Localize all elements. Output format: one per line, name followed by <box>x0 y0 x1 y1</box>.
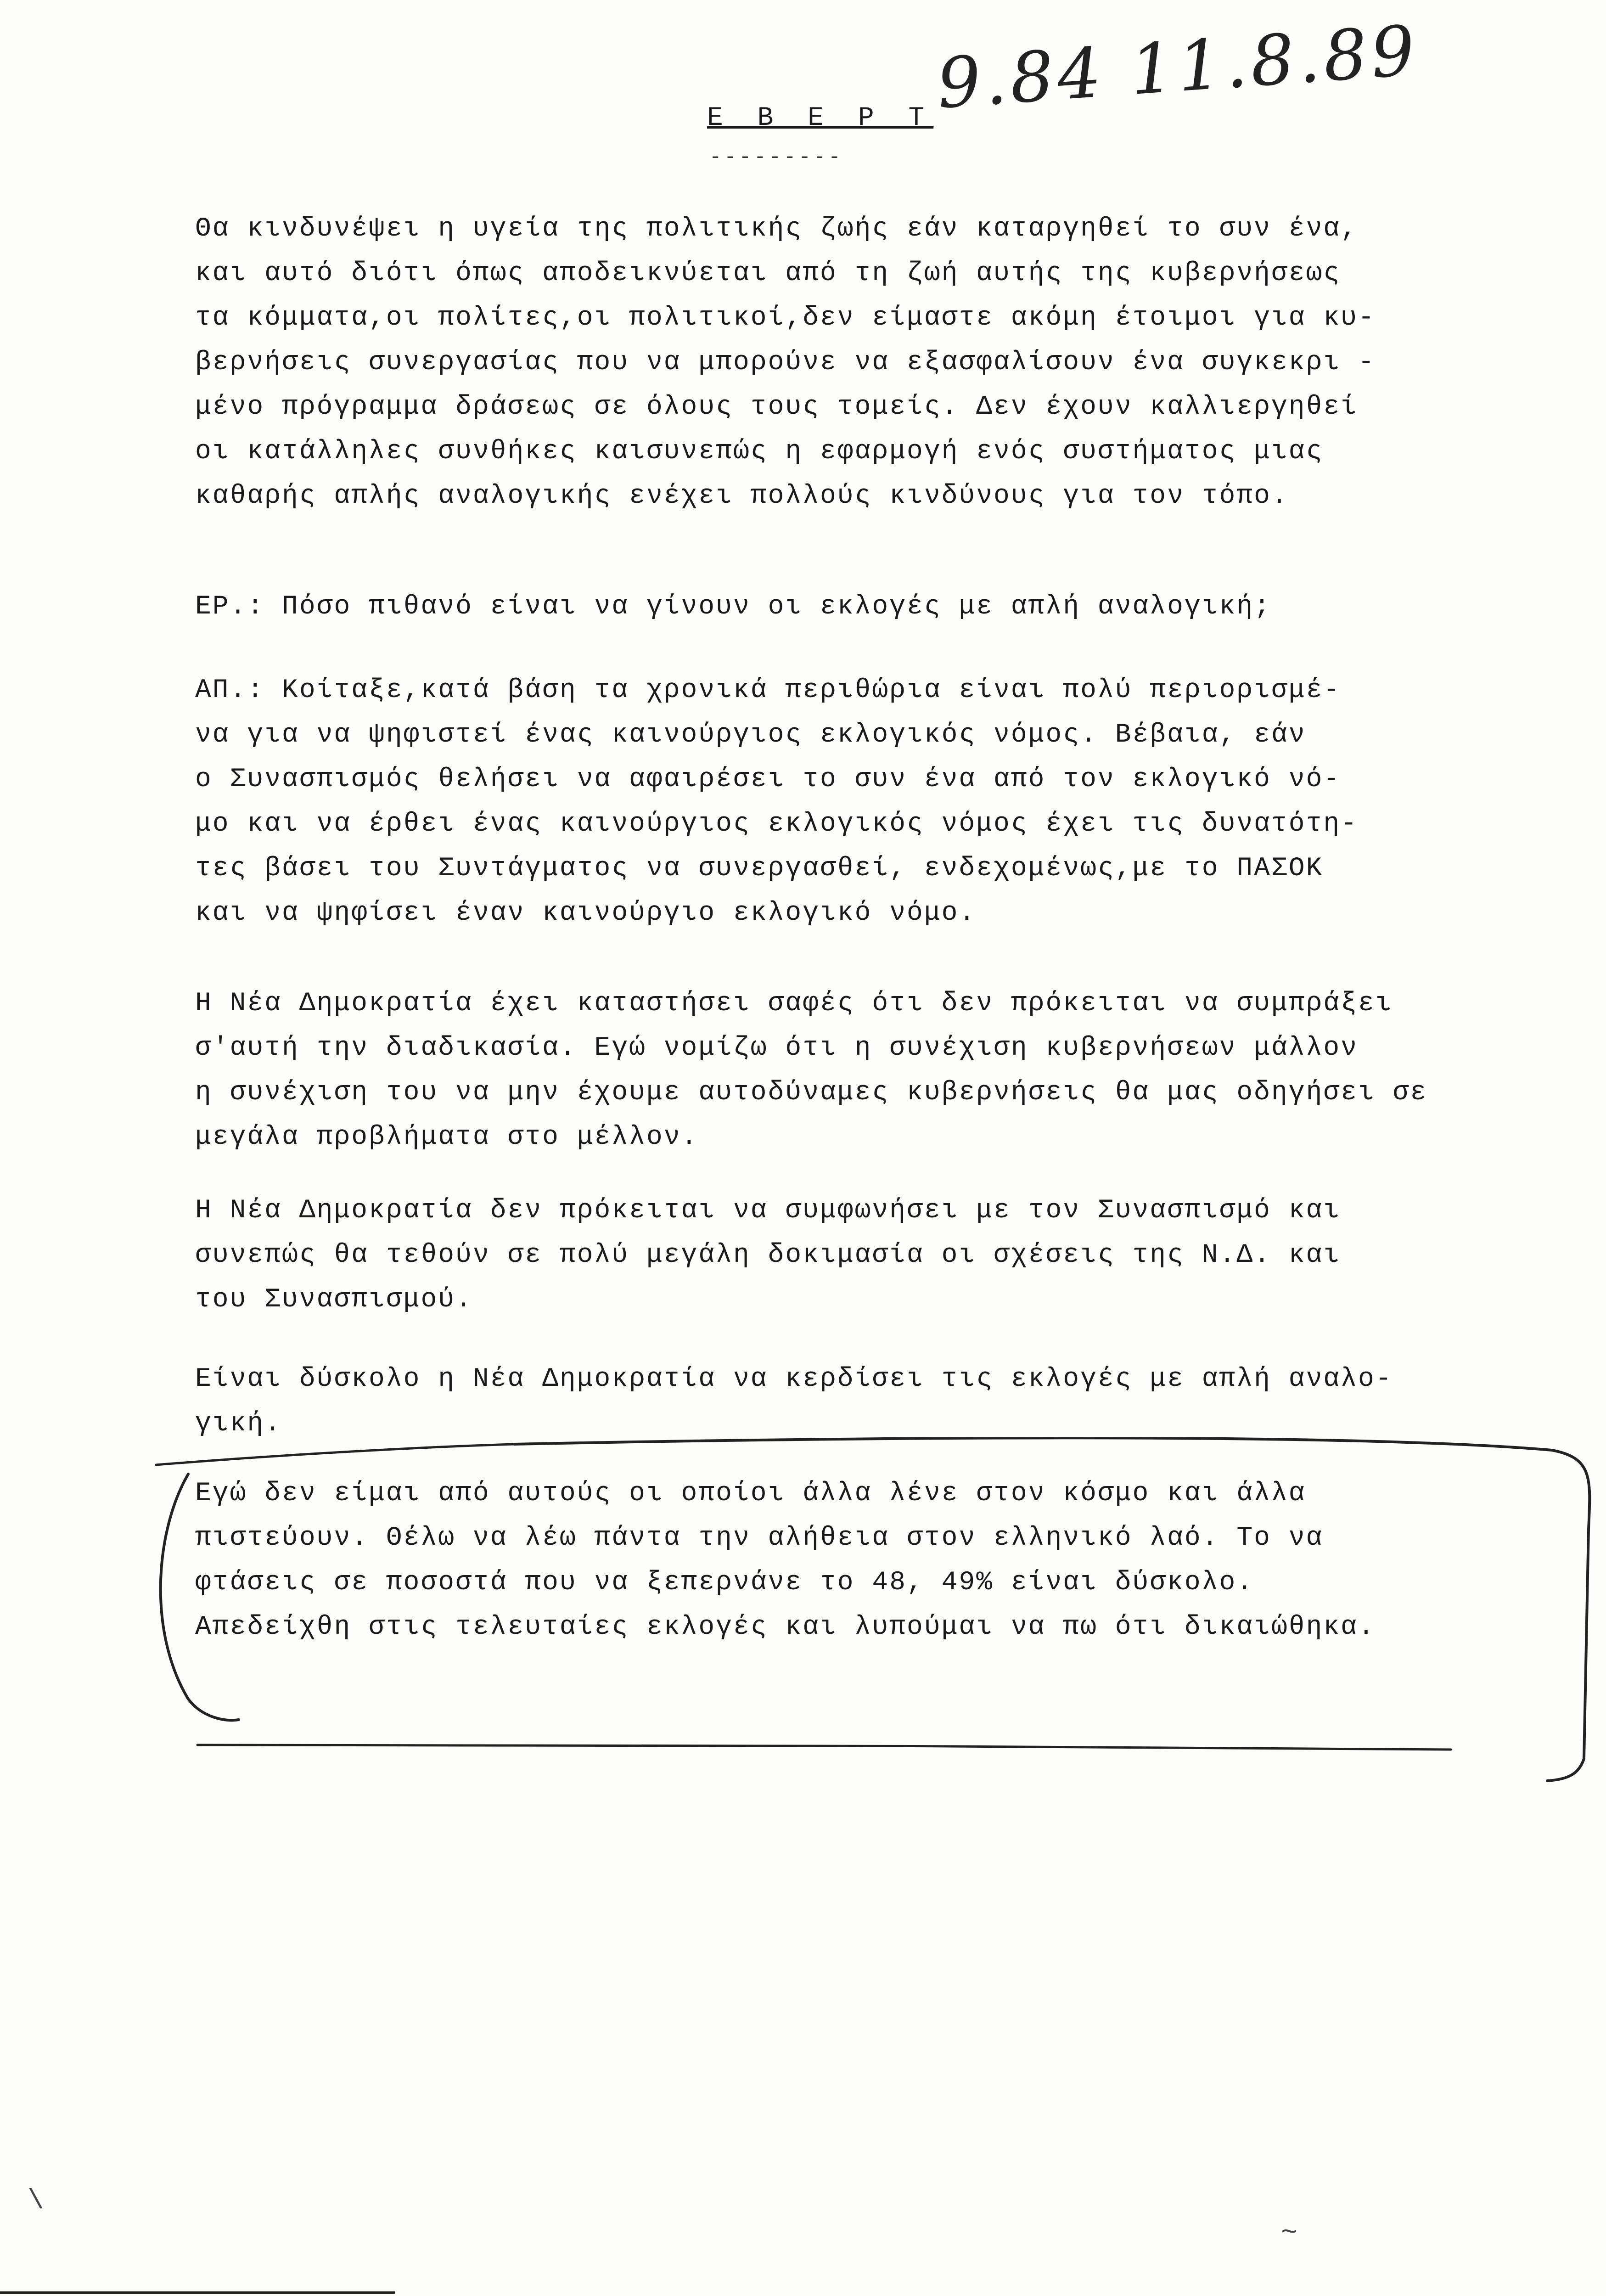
title-underline: --------- <box>709 146 843 169</box>
scan-mark: \ <box>28 2186 45 2217</box>
text-line: σ'αυτή την διαδικασία. Εγώ νομίζω ότι η συνέχιση κυβερνήσεων μάλλον <box>195 1033 1358 1063</box>
text-line: η συνέχιση του να μην έχουμε αυτοδύναμες κυβερνήσεις θα μας οδηγήσει σε <box>195 1078 1428 1108</box>
paragraph-1 <box>195 207 1563 518</box>
text-line: μένο πρόγραμμα δράσεως σε όλους τους τομείς. Δεν έχουν καλλιεργηθεί <box>195 392 1358 422</box>
text-line: Απεδείχθη στις τελευταίες εκλογές και λυπούμαι να πω ότι δικαιώθηκα. <box>195 1612 1376 1642</box>
text-line: Εγώ δεν είμαι από αυτούς οι οποίοι άλλα λένε στον κόσμο και άλλα <box>195 1479 1306 1508</box>
text-line: συνεπώς θα τεθούν σε πολύ μεγάλη δοκιμασία οι σχέσεις της Ν.Δ. και <box>195 1240 1341 1270</box>
text-line: μεγάλα προβλήματα στο μέλλον. <box>195 1122 699 1152</box>
handwritten-date: 9.84 11.8.89 <box>934 11 1421 124</box>
paragraph-5 <box>195 1188 1563 1322</box>
text-line: ο Συνασπισμός θελήσει να αφαιρέσει το συν ένα από τον εκλογικό νό- <box>195 765 1341 794</box>
text-line: και αυτό διότι όπως αποδεικνύεται από τη ζωή αυτής της κυβερνήσεως <box>195 259 1341 288</box>
text-line: καθαρής απλής αναλογικής ενέχει πολλούς κινδύνους για τον τόπο. <box>195 481 1289 511</box>
text-line: ΑΠ.: Κοίταξε,κατά βάση τα χρονικά περιθώρια είναι πολύ περιορισμέ- <box>195 675 1341 705</box>
text-line: τες βάσει του Συντάγματος να συνεργασθεί, ενδεχομένως,με το ΠΑΣΟΚ <box>195 854 1324 884</box>
text-line: οι κατάλληλες συνθήκες καισυνεπώς η εφαρμογή ενός συστήματος μιας <box>195 437 1324 467</box>
text-line: Θα κινδυνέψει η υγεία της πολιτικής ζωής εάν καταργηθεί το συν ένα, <box>195 214 1358 244</box>
paragraph-answer <box>195 668 1563 935</box>
text-line: μο και να έρθει ένας καινούργιος εκλογικός νόμος έχει τις δυνατότη- <box>195 809 1358 839</box>
text-line: Η Νέα Δημοκρατία δεν πρόκειται να συμφωνήσει με τον Συνασπισμό και <box>195 1196 1341 1226</box>
text-line: γική. <box>195 1409 282 1439</box>
paragraph-question <box>195 585 1563 629</box>
scan-mark: ~ <box>1281 2218 1298 2249</box>
text-line: τα κόμματα,οι πολίτες,οι πολιτικοί,δεν είμαστε ακόμη έτοιμοι για κυ- <box>195 303 1376 333</box>
text-line: πιστεύουν. Θέλω να λέω πάντα την αλήθεια στον ελληνικό λαό. Το να <box>195 1523 1324 1553</box>
paragraph-bracketed <box>195 1471 1563 1649</box>
paragraph-4 <box>195 981 1563 1159</box>
scan-bottom-edge <box>0 2291 395 2294</box>
text-line: του Συνασπισμού. <box>195 1285 473 1315</box>
document-title: Ε Β Ε Ρ Τ <box>707 103 934 133</box>
text-line: φτάσεις σε ποσοστά που να ξεπερνάνε το 48, 49% είναι δύσκολο. <box>195 1568 1254 1598</box>
text-line: και να ψηφίσει έναν καινούργιο εκλογικό νόμο. <box>195 898 977 928</box>
text-line: Η Νέα Δημοκρατία έχει καταστήσει σαφές ότι δεν πρόκειται να συμπράξει <box>195 989 1393 1019</box>
text-line: Είναι δύσκολο η Νέα Δημοκρατία να κερδίσει τις εκλογές με απλή αναλο- <box>195 1364 1393 1394</box>
text-line: βερνήσεις συνεργασίας που να μπορούνε να εξασφαλίσουν ένα συγκεκρι - <box>195 348 1376 377</box>
text-line: να για να ψηφιστεί ένας καινούργιος εκλογικός νόμος. Βέβαια, εάν <box>195 720 1306 750</box>
paragraph-6 <box>195 1357 1563 1446</box>
text-line: ΕΡ.: Πόσο πιθανό είναι να γίνουν οι εκλογές με απλή αναλογική; <box>195 592 1271 622</box>
